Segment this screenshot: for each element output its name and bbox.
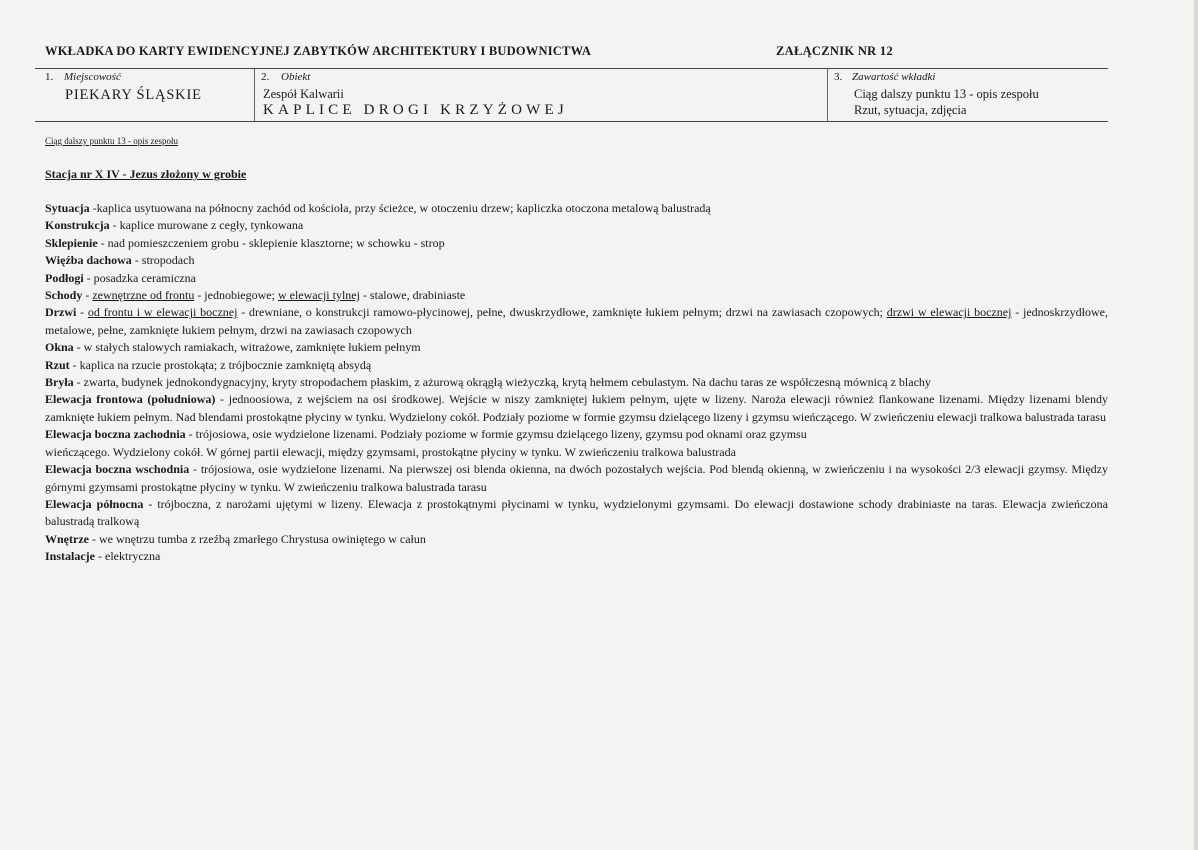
entry-text: - trójboczna, z narożami ujętymi w lizeny. Elewacja z prostokątnymi płycinami w tynku, wydzielonymi gzymsami. Do elewacji dostawione schody drabiniaste na taras. Elewacja zwieńczona balustradą tralkową (45, 496, 1108, 529)
entry-wiezba (45, 252, 1108, 269)
entry-text: - (76, 305, 88, 320)
entry-bryla (45, 374, 1108, 391)
entry-text: - kaplica na rzucie prostokąta; z trójbocznie zamkniętą absydą (69, 357, 372, 372)
entry-elewacja-wschodnia (45, 461, 1108, 496)
object-name: KAPLICE DROGI KRZYŻOWEJ (263, 102, 568, 118)
entry-podlogi (45, 270, 1108, 287)
entry-text: -kaplica usytuowana na północny zachód od kościoła, przy ścieżce, w otoczeniu drzew; kapliczka otoczona metalową balustradą (89, 201, 711, 215)
entry-text: - elektryczna (95, 549, 161, 564)
contents-line-2: Rzut, sytuacja, zdjęcia (854, 103, 967, 117)
entry-text: - posadzka ceramiczna (83, 270, 196, 285)
entry-label: Więźba dachowa (45, 253, 132, 268)
entry-schody (45, 287, 1108, 304)
form-title: WKŁADKA DO KARTY EWIDENCYJNEJ ZABYTKÓW ARCHITEKTURY I BUDOWNICTWA (45, 44, 592, 58)
entry-label: Rzut (45, 357, 70, 372)
contents-number: 3. (834, 71, 843, 83)
entry-rzut (45, 357, 1108, 374)
station-title: Stacja nr X IV - Jezus złożony w grobie (45, 167, 247, 181)
locality-value: PIEKARY ŚLĄSKIE (65, 87, 202, 103)
entry-text: - stropodach (131, 253, 195, 268)
entry-text: - nad pomieszczeniem grobu - sklepienie klasztorne; w schowku - strop (97, 235, 445, 250)
entry-text: - kaplice murowane z cegły, tynkowana (109, 218, 304, 233)
contents-line-1: Ciąg dalszy punktu 13 - opis zespołu (854, 87, 1039, 101)
entry-text: - trójosiowa, osie wydzielone lizenami. Na pierwszej osi blenda okienna, na dwóch pozostałych wejścia. Pod blendą okienną, w zwieńczeniu i na wysokości 2/3 elewacji gzymsy. Między górnymi gzymsami prostokątne płyciny w tynku. W zwieńczeniu tralkowa balustrada tarasu (45, 462, 1109, 494)
entry-label: Elewacja frontowa (południowa) (45, 392, 216, 407)
annex-number: ZAŁĄCZNIK NR 12 (776, 44, 894, 58)
entry-label: Bryła (45, 375, 74, 390)
entry-konstrukcja (45, 217, 1108, 234)
locality-number: 1. (45, 71, 54, 83)
entry-elewacja-zachodnia (45, 426, 1108, 461)
entry-drzwi (45, 304, 1108, 339)
continuation-note: Ciąg dalszy punktu 13 - opis zespołu (45, 136, 178, 146)
entry-label: Okna (45, 340, 74, 355)
entry-label: Elewacja boczna zachodnia (45, 427, 186, 442)
contents-label: Zawartość wkładki (852, 71, 936, 83)
entry-sytuacja (45, 200, 1108, 217)
entry-text: - we wnętrzu tumba z rzeźbą zmarłego Chrystusa owiniętego w całun (88, 531, 426, 546)
entry-label: Instalacje (45, 549, 95, 564)
entry-label: Elewacja północna (45, 496, 144, 511)
object-complex: Zespół Kalwarii (263, 87, 344, 101)
locality-label: Miejscowość (64, 71, 121, 83)
entry-okna (45, 339, 1108, 356)
entry-elewacja-frontowa (45, 391, 1108, 426)
entry-text: wieńczącego. Wydzielony cokół. W górnej partii elewacji, między gzymsami, prostokątne płyciny w tynku. W zwieńczeniu tralkowa balustrada (45, 444, 736, 459)
entry-underlined-text: w elewacji tylnej (277, 288, 360, 303)
object-number: 2. (261, 71, 270, 83)
entry-instalacje (45, 548, 1108, 565)
entry-text: - jednoskrzydłowe, metalowe, pełne, zamknięte łukiem pełnym, drzwi na zawiasach czopowych (45, 305, 1108, 337)
entry-label: Sytuacja (45, 201, 90, 215)
header-table (35, 68, 1108, 122)
object-label: Obiekt (281, 71, 311, 83)
entry-elewacja-polnocna (45, 496, 1108, 531)
entry-text: - w stałych stalowych ramiakach, witrażowe, zamknięte łukiem pełnym (73, 340, 421, 355)
entry-label: Wnętrze (45, 531, 89, 546)
entry-sklepienie (45, 235, 1108, 252)
description-body (45, 200, 1108, 566)
entry-label: Podłogi (45, 270, 84, 285)
entry-label: Elewacja boczna wschodnia (45, 462, 190, 477)
entry-label: Drzwi (45, 305, 77, 320)
contents-cell (828, 69, 1108, 121)
entry-label: Konstrukcja (45, 218, 110, 233)
entry-text: - jednoosiowa, z wejściem na osi środkowej. Wejście w niszy zamkniętej łukiem pełnym, ujęte w lizeny. Naroża elewacji również flankowane lizenami. Między lizenami blendy zamknięte łukiem pełnym. Nad blendami prostokątne płyciny w tynku. Wydzielony cokół. Podziały poziome w formie gzymsu dzielącego lizeny i gzymsu wieńczącego. W zwieńczeniu elewacji tralkowa balustrada tarasu (45, 392, 1108, 424)
entry-text: - zwarta, budynek jednokondygnacyjny, kryty stropodachem płaskim, z ażurową okrągłą wieżyczką, krytą hełmem cebulastym. Na dachu taras ze współczesną mównicą z blachy (73, 375, 931, 390)
entry-label: Schody (45, 288, 83, 303)
entry-wnetrze (45, 531, 1108, 548)
entry-text: - (82, 288, 93, 303)
entry-underlined-text: zewnętrzne od frontu (92, 288, 195, 303)
entry-label: Sklepienie (45, 235, 98, 250)
entry-text: - trójosiowa, osie wydzielone lizenami. Podziały poziome w formie gzymsu dzielącego lizeny, gzymsu pod oknami oraz gzymsu (185, 427, 807, 442)
entry-text: - stalowe, drabiniaste (359, 288, 466, 303)
locality-cell (35, 69, 255, 121)
object-cell (255, 69, 828, 121)
entry-text: - drewniane, o konstrukcji ramowo-płycinowej, pełne, dwuskrzydłowe, zamknięte łukiem pełnym; drzwi na zawiasach czopowych; (237, 305, 887, 320)
entry-underlined-text: od frontu i w elewacji bocznej (87, 305, 238, 320)
entry-text: - jednobiegowe; (194, 288, 278, 303)
entry-underlined-text: drzwi w elewacji bocznej (886, 305, 1012, 320)
